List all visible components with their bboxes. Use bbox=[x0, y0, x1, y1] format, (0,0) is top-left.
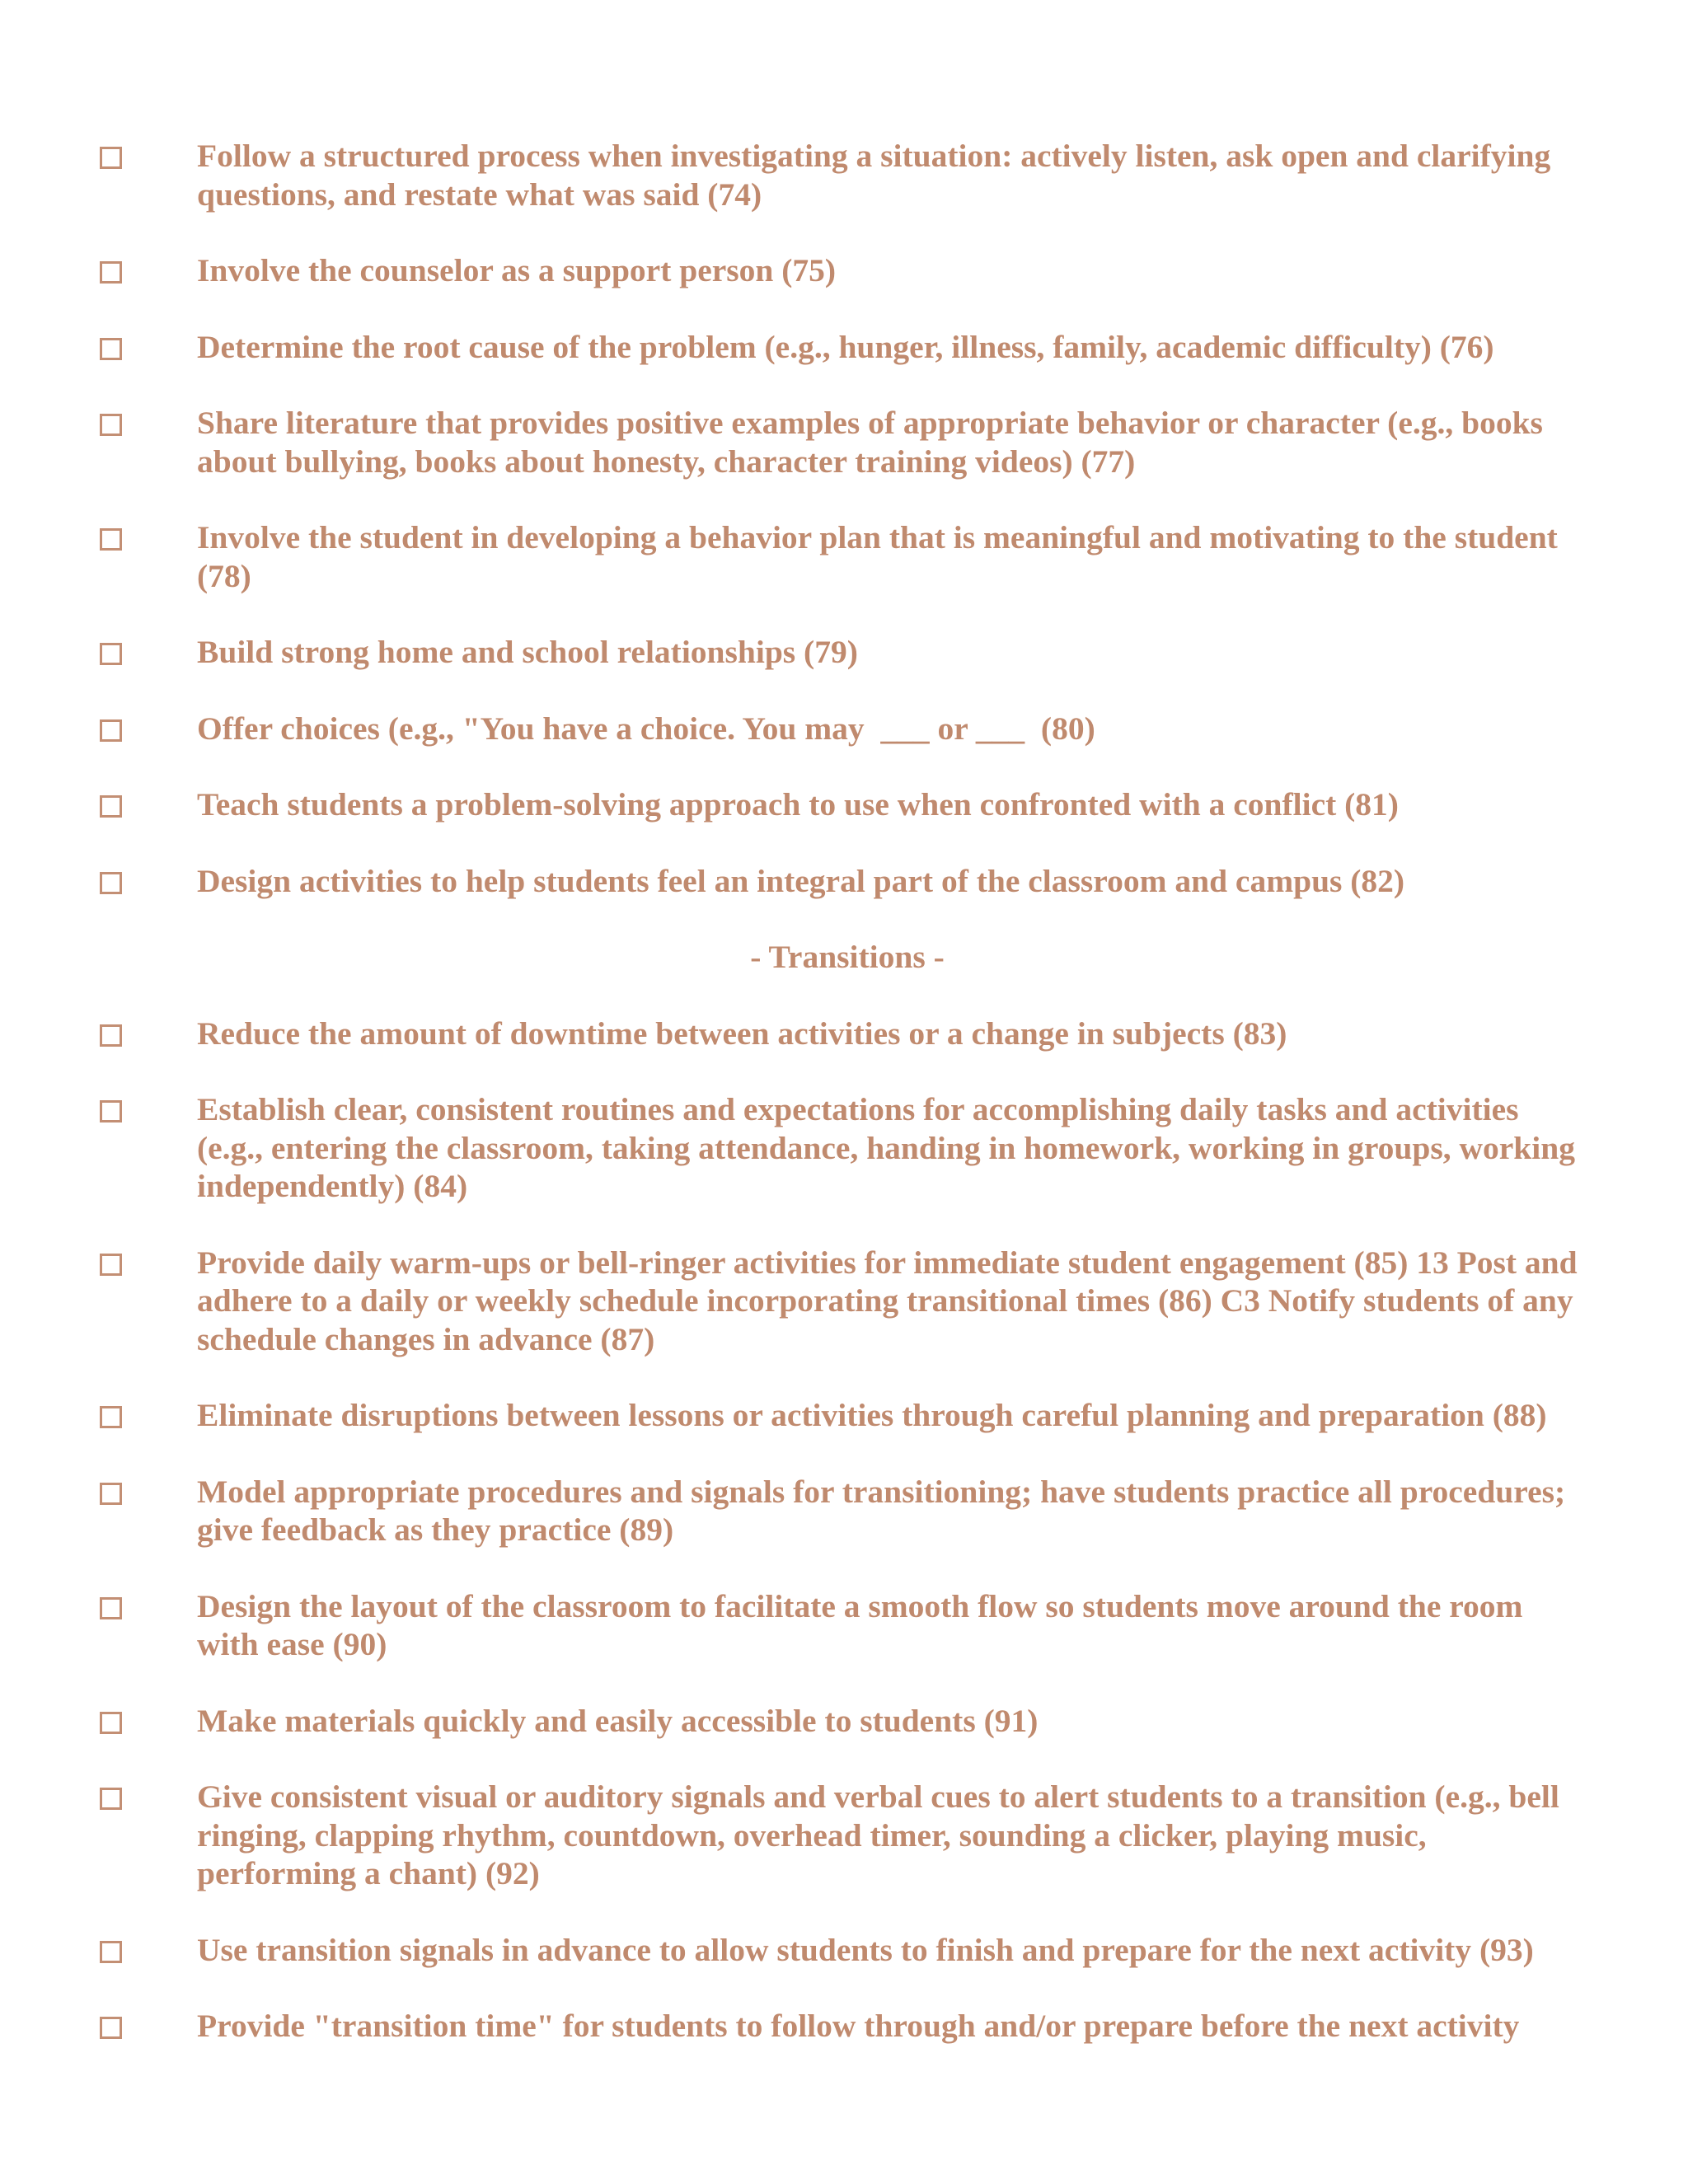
checkbox-icon[interactable] bbox=[100, 1483, 122, 1505]
checkbox-icon[interactable] bbox=[100, 1941, 122, 1963]
checklist-item bbox=[0, 404, 1688, 480]
checklist-item-text: Model appropriate procedures and signals for transitioning; have students practice all procedures; give feedback as they practice (89) bbox=[197, 1473, 1566, 1548]
checklist-item-text: Design activities to help students feel an integral part of the classroom and campus (82) bbox=[197, 862, 1405, 899]
checklist-item bbox=[0, 1090, 1688, 1206]
section-heading: - Transitions - bbox=[750, 939, 945, 975]
checkbox-icon[interactable] bbox=[100, 1712, 122, 1734]
checkbox-icon[interactable] bbox=[100, 338, 122, 360]
checklist-item bbox=[0, 328, 1688, 367]
checkbox-icon[interactable] bbox=[100, 643, 122, 665]
checkbox-icon[interactable] bbox=[100, 719, 122, 742]
checklist-item bbox=[0, 1702, 1688, 1741]
checkbox-icon[interactable] bbox=[100, 1100, 122, 1122]
checklist-item-text: Provide "transition time" for students to follow through and/or prepare before the next activity bbox=[197, 2008, 1520, 2044]
checkbox-icon[interactable] bbox=[100, 1788, 122, 1810]
checkbox-icon[interactable] bbox=[100, 2017, 122, 2039]
checklist-item bbox=[0, 1244, 1688, 1359]
checkbox-icon[interactable] bbox=[100, 872, 122, 894]
checkbox-icon[interactable] bbox=[100, 795, 122, 818]
checklist-item bbox=[0, 518, 1688, 595]
checklist-item-text: Establish clear, consistent routines and expectations for accomplishing daily tasks and activities (e.g., entering the classroom, taking attendance, handing in homework, working in groups, working independently) (84) bbox=[197, 1091, 1575, 1204]
checkbox-icon[interactable] bbox=[100, 1024, 122, 1047]
checklist-item-text: Make materials quickly and easily accessible to students (91) bbox=[197, 1702, 1039, 1739]
checklist-item-text: Build strong home and school relationships (79) bbox=[197, 634, 858, 670]
checklist-item bbox=[0, 862, 1688, 901]
checklist-item bbox=[0, 1931, 1688, 1970]
checkbox-icon[interactable] bbox=[100, 414, 122, 436]
checkbox-icon[interactable] bbox=[100, 1597, 122, 1619]
checklist bbox=[0, 137, 1688, 2083]
checklist-item-text: Give consistent visual or auditory signals and verbal cues to alert students to a transition (e.g., bell ringing, clapping rhythm, countdown, overhead timer, sounding a clicker, playing music, performing a chant) (92) bbox=[197, 1779, 1559, 1891]
checklist-item bbox=[0, 1015, 1688, 1053]
checklist-item-text: Teach students a problem-solving approach to use when confronted with a conflict (81) bbox=[197, 786, 1399, 823]
checklist-item-text: Share literature that provides positive examples of appropriate behavior or character (e.g., books about bullying, books about honesty, character training videos) (77) bbox=[197, 405, 1543, 480]
checklist-item bbox=[0, 710, 1688, 748]
checklist-item-text: Provide daily warm-ups or bell-ringer activities for immediate student engagement (85) 13 Post and adhere to a daily or weekly schedule incorporating transitional times (86) C3 Notify students of any schedule changes in advance (87) bbox=[197, 1244, 1578, 1357]
checklist-item bbox=[0, 633, 1688, 672]
checklist-item bbox=[0, 1473, 1688, 1549]
checklist-item-text: Involve the student in developing a behavior plan that is meaningful and motivating to the student (78) bbox=[197, 519, 1558, 594]
checklist-item bbox=[0, 1778, 1688, 1893]
checklist-item-text: Follow a structured process when investigating a situation: actively listen, ask open and clarifying questions, and restate what was said (74) bbox=[197, 138, 1551, 213]
checkbox-icon[interactable] bbox=[100, 528, 122, 551]
checkbox-icon[interactable] bbox=[100, 261, 122, 284]
checklist-item-text: Use transition signals in advance to allow students to finish and prepare for the next activity (93) bbox=[197, 1931, 1534, 1968]
checklist-item-text: Design the layout of the classroom to facilitate a smooth flow so students move around the room with ease (90) bbox=[197, 1587, 1523, 1662]
checklist-item bbox=[0, 1396, 1688, 1435]
checklist-item-text: Determine the root cause of the problem (e.g., hunger, illness, family, academic difficulty) (76) bbox=[197, 328, 1494, 365]
checklist-item bbox=[0, 137, 1688, 213]
checkbox-icon[interactable] bbox=[100, 1406, 122, 1428]
checklist-item-text: Eliminate disruptions between lessons or activities through careful planning and preparation (88) bbox=[197, 1397, 1547, 1433]
checklist-item-text: Offer choices (e.g., "You have a choice. You may ___ or ___ (80) bbox=[197, 710, 1095, 747]
checklist-item-text: Reduce the amount of downtime between activities or a change in subjects (83) bbox=[197, 1015, 1287, 1052]
checkbox-icon[interactable] bbox=[100, 147, 122, 169]
checklist-item bbox=[0, 251, 1688, 290]
checklist-item bbox=[0, 1587, 1688, 1664]
checklist-item bbox=[0, 785, 1688, 824]
checkbox-icon[interactable] bbox=[100, 1254, 122, 1276]
checklist-item-text: Involve the counselor as a support person (75) bbox=[197, 252, 837, 288]
checklist-item bbox=[0, 2007, 1688, 2046]
